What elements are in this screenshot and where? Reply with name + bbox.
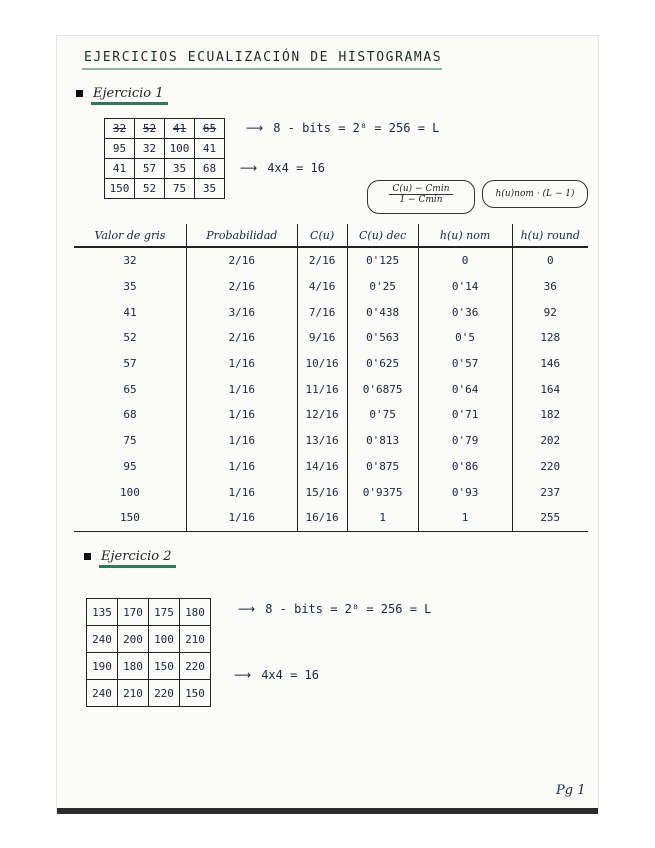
matrix-cell: 135 (87, 599, 118, 626)
arrow-right-icon: ⟶ (246, 121, 264, 135)
table-cell: 16/16 (297, 505, 347, 531)
matrix-cell: 100 (149, 626, 180, 653)
matrix-cell: 240 (87, 626, 118, 653)
table-cell: 2/16 (186, 274, 297, 300)
arrow-right-icon: ⟶ (234, 668, 252, 682)
matrix-cell: 170 (118, 599, 149, 626)
matrix-row (105, 139, 225, 159)
page-bottom-edge (57, 808, 598, 814)
table-cell: 1/16 (186, 402, 297, 428)
cnorm-denominator: 1 − Cmin (399, 195, 443, 205)
table-row (74, 274, 588, 300)
table-cell: 1/16 (186, 376, 297, 402)
arrow-right-icon: ⟶ (238, 602, 256, 616)
exercise-1-heading (76, 86, 168, 101)
table-cell: 36 (512, 274, 588, 300)
histogram-table (74, 224, 588, 532)
matrix-cell: 41 (165, 119, 195, 139)
table-cell: 13/16 (297, 428, 347, 454)
matrix-row (105, 159, 225, 179)
matrix-cell: 65 (195, 119, 225, 139)
column-header: h(u) nom (418, 224, 512, 247)
matrix-cell: 35 (165, 159, 195, 179)
exercise-1-bits-note: ⟶ 8 - bits = 2⁸ = 256 = L (246, 121, 440, 135)
table-cell: 100 (120, 485, 140, 499)
table-row (74, 376, 588, 402)
table-cell: 237 (512, 479, 588, 505)
matrix-cell: 150 (180, 680, 211, 707)
title-underline (82, 68, 442, 70)
table-cell: 41 (123, 305, 137, 319)
table-cell: 128 (512, 325, 588, 351)
exercise-1-size-note: ⟶ 4x4 = 16 (240, 161, 325, 175)
table-row (74, 428, 588, 454)
table-cell: 12/16 (297, 402, 347, 428)
page-title: EJERCICIOS ECUALIZACIÓN DE HISTOGRAMAS (84, 50, 443, 65)
table-cell: 0'93 (418, 479, 512, 505)
table-cell: 3/16 (186, 299, 297, 325)
table-cell: 0'438 (347, 299, 418, 325)
table-cell: 0'5 (418, 325, 512, 351)
table-cell: 2/16 (297, 247, 347, 274)
column-header: Probabilidad (186, 224, 297, 247)
matrix-cell: 52 (135, 119, 165, 139)
table-cell: 1/16 (186, 351, 297, 377)
table-cell: 68 (123, 408, 137, 422)
table-cell: 146 (512, 351, 588, 377)
matrix-cell: 32 (105, 119, 135, 139)
table-cell: 0'25 (347, 274, 418, 300)
matrix-cell: 75 (165, 179, 195, 199)
table-cell: 0'813 (347, 428, 418, 454)
table-row (74, 299, 588, 325)
table-row (74, 351, 588, 377)
table-cell: 202 (512, 428, 588, 454)
matrix-cell: 150 (105, 179, 135, 199)
table-cell: 35 (123, 280, 137, 294)
table-cell: 7/16 (297, 299, 347, 325)
matrix-cell: 41 (105, 159, 135, 179)
matrix-cell: 220 (180, 653, 211, 680)
exercise-1-matrix (104, 118, 225, 199)
table-cell: 0'79 (418, 428, 512, 454)
table-cell: 182 (512, 402, 588, 428)
matrix-cell: 32 (135, 139, 165, 159)
table-cell: 10/16 (297, 351, 347, 377)
table-cell: 1/16 (186, 428, 297, 454)
table-cell: 0'6875 (347, 376, 418, 402)
table-cell: 0'64 (418, 376, 512, 402)
table-cell: 2/16 (186, 325, 297, 351)
table-cell: 1 (418, 505, 512, 531)
matrix-row (105, 179, 225, 199)
table-cell: 150 (74, 505, 186, 531)
matrix-cell: 95 (105, 139, 135, 159)
table-row (74, 505, 588, 531)
table-cell: 0'86 (418, 454, 512, 480)
cnorm-formula (367, 180, 475, 214)
table-cell: 0'875 (347, 454, 418, 480)
table-cell: 9/16 (297, 325, 347, 351)
matrix-cell: 220 (149, 680, 180, 707)
exercise-2-size-note: ⟶ 4x4 = 16 (234, 668, 319, 682)
matrix-row (105, 119, 225, 139)
bullet-icon (84, 553, 91, 560)
table-cell: 2/16 (186, 247, 297, 274)
matrix-row (87, 680, 211, 707)
table-row (74, 325, 588, 351)
bullet-icon (76, 90, 83, 97)
table-cell: 52 (123, 331, 137, 345)
arrow-right-icon: ⟶ (240, 161, 258, 175)
column-header: h(u) round (512, 224, 588, 247)
matrix-cell: 100 (165, 139, 195, 159)
matrix-cell: 57 (135, 159, 165, 179)
table-cell: 0'75 (347, 402, 418, 428)
table-cell: 15/16 (297, 479, 347, 505)
exercise-2-label: Ejercicio 2 (99, 549, 176, 568)
table-row (74, 402, 588, 428)
page-number: Pg 1 (556, 783, 586, 798)
matrix-cell: 52 (135, 179, 165, 199)
matrix-cell: 180 (180, 599, 211, 626)
matrix-row (87, 653, 211, 680)
table-cell: 0 (512, 247, 588, 274)
matrix-cell: 150 (149, 653, 180, 680)
matrix-row (87, 599, 211, 626)
exercise-2-matrix (86, 598, 211, 707)
column-header: C(u) (297, 224, 347, 247)
column-header: Valor de gris (74, 224, 186, 247)
column-header: C(u) dec (347, 224, 418, 247)
table-cell: 0'563 (347, 325, 418, 351)
matrix-cell: 190 (87, 653, 118, 680)
matrix-cell: 200 (118, 626, 149, 653)
table-cell: 0'71 (418, 402, 512, 428)
table-cell: 220 (512, 454, 588, 480)
table-row (74, 247, 588, 274)
cnorm-numerator: C(u) − Cmin (389, 184, 452, 195)
table-cell: 11/16 (297, 376, 347, 402)
table-cell: 0'9375 (347, 479, 418, 505)
table-cell: 0'125 (347, 247, 418, 274)
table-cell: 0'625 (347, 351, 418, 377)
exercise-2-heading (84, 549, 176, 564)
matrix-row (87, 626, 211, 653)
matrix-cell: 41 (195, 139, 225, 159)
table-row (74, 454, 588, 480)
table-cell: 32 (123, 254, 137, 268)
table-cell: 255 (512, 505, 588, 531)
matrix-cell: 68 (195, 159, 225, 179)
table-cell: 92 (512, 299, 588, 325)
table-cell: 1/16 (186, 505, 297, 531)
matrix-cell: 175 (149, 599, 180, 626)
exercise-1-label: Ejercicio 1 (91, 86, 168, 105)
matrix-cell: 210 (180, 626, 211, 653)
table-cell: 0'36 (418, 299, 512, 325)
table-cell: 1 (347, 505, 418, 531)
table-cell: 75 (123, 434, 137, 448)
exercise-2-bits-note: ⟶ 8 - bits = 2⁸ = 256 = L (238, 602, 432, 616)
table-cell: 1/16 (186, 479, 297, 505)
table-cell: 0 (418, 247, 512, 274)
matrix-cell: 35 (195, 179, 225, 199)
round-formula: h(u)nom · (L − 1) (482, 180, 588, 208)
matrix-cell: 240 (87, 680, 118, 707)
matrix-cell: 180 (118, 653, 149, 680)
table-cell: 0'14 (418, 274, 512, 300)
table-cell: 57 (123, 357, 137, 371)
table-cell: 95 (123, 459, 137, 473)
matrix-cell: 210 (118, 680, 149, 707)
table-cell: 1/16 (186, 454, 297, 480)
table-cell: 164 (512, 376, 588, 402)
table-row (74, 479, 588, 505)
table-cell: 14/16 (297, 454, 347, 480)
table-cell: 0'57 (418, 351, 512, 377)
table-cell: 65 (123, 382, 137, 396)
table-cell: 4/16 (297, 274, 347, 300)
